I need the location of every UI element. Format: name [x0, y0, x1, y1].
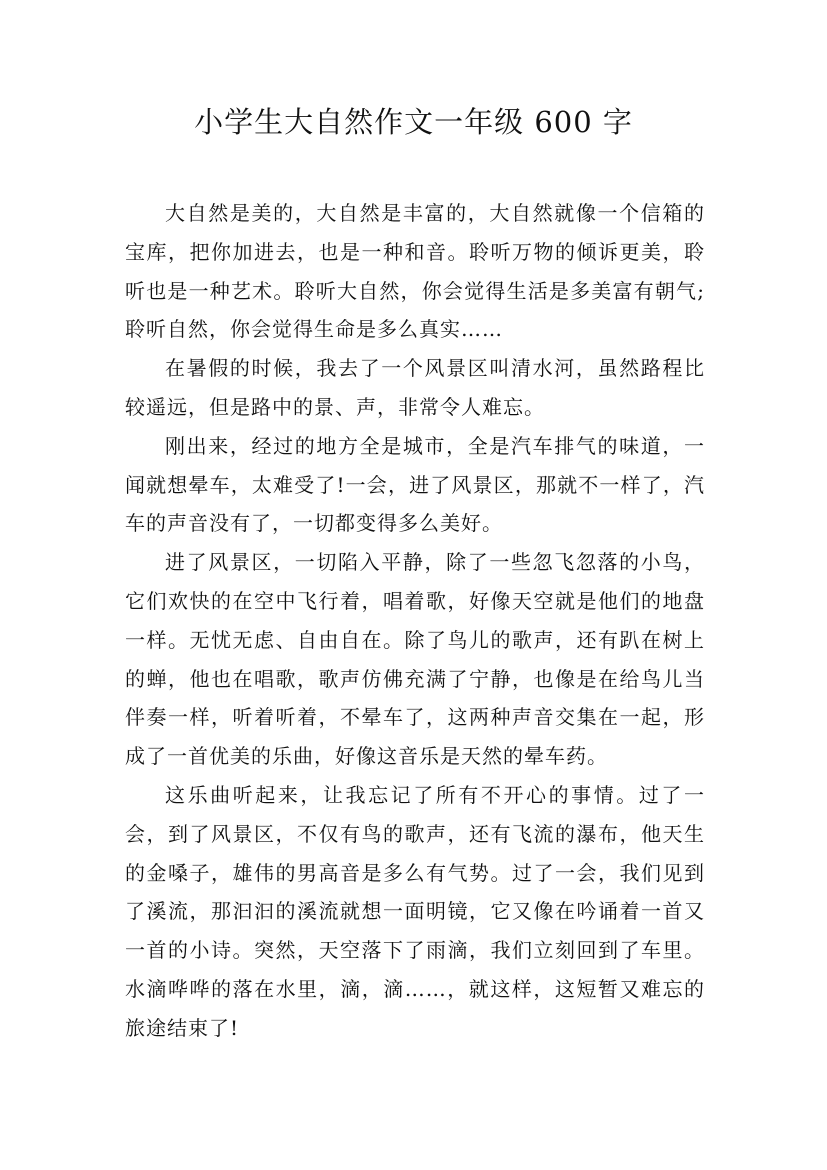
paragraph: 进了风景区，一切陷入平静，除了一些忽飞忽落的小鸟，它们欢快的在空中飞行着，唱着歌，好像天空就是他们的地盘一样。无忧无虑、自由自在。除了鸟儿的歌声，还有趴在树上的蝉，他也在唱歌，歌声仿佛充满了宁静，也像是在给鸟儿当伴奏一样，听着听着，不晕车了，这两种声音交集在一起，形成了一首优美的乐曲，好像这音乐是天然的晕车药。 [125, 550, 705, 769]
document-body [125, 194, 705, 1048]
paragraph: 在暑假的时候，我去了一个风景区叫清水河，虽然路程比较遥远，但是路中的景、声，非常令人难忘。 [125, 356, 705, 419]
paragraph: 刚出来，经过的地方全是城市，全是汽车排气的味道，一闻就想晕车，太难受了!一会，进了风景区，那就不一样了，汽车的声音没有了，一切都变得多么美好。 [125, 433, 705, 536]
paragraph: 大自然是美的，大自然是丰富的，大自然就像一个信箱的宝库，把你加进去，也是一种和音。聆听万物的倾诉更美，聆听也是一种艺术。聆听大自然，你会觉得生活是多美富有朝气;聆听自然，你会觉得生命是多么真实…… [125, 201, 705, 342]
paragraph: 这乐曲听起来，让我忘记了所有不开心的事情。过了一会，到了风景区，不仅有鸟的歌声，还有飞流的瀑布，他天生的金嗓子，雄伟的男高音是多么有气势。过了一会，我们见到了溪流，那汩汩的溪流就想一面明镜，它又像在吟诵着一首又一首的小诗。突然，天空落下了雨滴，我们立刻回到了车里。水滴哗哗的落在水里，滴，滴……，就这样，这短暂又难忘的旅途结束了! [125, 782, 705, 1040]
document-title: 小学生大自然作文一年级 600 字 [194, 105, 633, 139]
